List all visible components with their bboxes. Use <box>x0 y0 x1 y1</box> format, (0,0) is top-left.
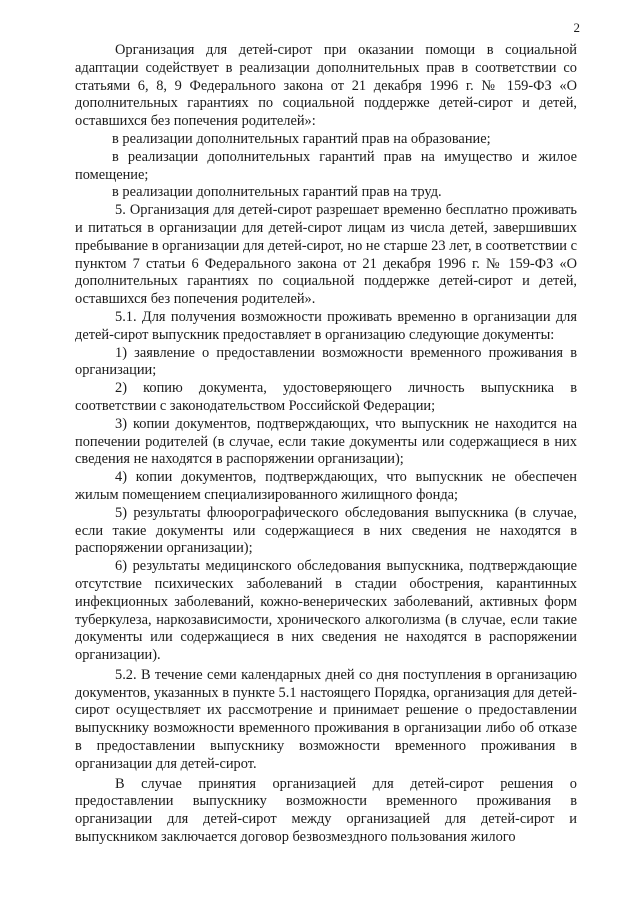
paragraph-labor-rights: в реализации дополнительных гарантий прав на труд. <box>112 184 442 201</box>
list-item-6: 6) результаты медицинского обследования выпускника, подтверждающие отсутствие психических заболеваний в стадии обострения, карантинных инфекционных заболеваний, кожно-венерических заболеваний, активных форм туберкулеза, наркозависимости, хронического алкоголизма (в случае, если такие документы или содержащиеся в них сведения не находятся в распоряжении организации). <box>75 558 577 664</box>
page-number: 2 <box>573 20 580 35</box>
list-item-4: 4) копии документов, подтверждающих, что выпускник не обеспечен жилым помещением специализированного жилищного фонда; <box>75 469 577 503</box>
paragraph-agreement: В случае принятия организацией для детей-сирот решения о предоставлении выпускнику возможности временного проживания в организации для детей-сирот между организацией для детей-сирот и выпускником заключается договор безвозмездного пользования жилого <box>75 775 577 846</box>
list-item-1: 1) заявление о предоставлении возможности временного проживания в организации; <box>75 344 577 379</box>
paragraph-intro: Организация для детей-сирот при оказании помощи в социальной адаптации содействует в реализации дополнительных прав в соответствии со статьями 6, 8, 9 Федерального закона от 21 декабря 1996 г. № 159-ФЗ «О дополнительных гарантиях по социальной поддержке детей-сирот и детей, оставшихся без попечения родителей»: <box>75 42 577 130</box>
paragraph-section-5-1: 5.1. Для получения возможности проживать временно в организации для детей-сирот выпускник предоставляет в организацию следующие документы: <box>75 308 577 343</box>
paragraph-education-rights: в реализации дополнительных гарантий прав на образование; <box>112 130 491 147</box>
document-body <box>75 42 577 847</box>
list-item-3: 3) копии документов, подтверждающих, что выпускник не находится на попечении родителей (в случае, если такие документы или содержащиеся в них сведения не находятся в распоряжении организации); <box>75 415 577 468</box>
list-item-5: 5) результаты флюорографического обследования выпускника (в случае, если такие документы или содержащиеся в них сведения не находятся в распоряжении организации); <box>75 504 577 557</box>
paragraph-property-rights: в реализации дополнительных гарантий прав на имущество и жилое помещение; <box>75 148 577 183</box>
paragraph-section-5: 5. Организация для детей-сирот разрешает временно бесплатно проживать и питаться в организации для детей-сирот лицам из числа детей, завершивших пребывание в организации для детей-сирот, но не старше 23 лет, в соответствии с пунктом 7 статьи 6 Федерального закона от 21 декабря 1996 г. № 159-ФЗ «О дополнительных гарантиях по социальной поддержке детей-сирот и детей, оставшихся без попечения родителей». <box>75 202 577 308</box>
list-item-2: 2) копию документа, удостоверяющего личность выпускника в соответствии с законодательством Российской Федерации; <box>75 380 577 414</box>
paragraph-section-5-2: 5.2. В течение семи календарных дней со дня поступления в организацию документов, указанных в пункте 5.1 настоящего Порядка, организация для детей-сирот осуществляет их рассмотрение и принимает решение о предоставлении выпускнику возможности временного проживания в организации либо об отказе в предоставлении выпускнику возможности временного проживания в организации для детей-сирот. <box>75 666 577 772</box>
